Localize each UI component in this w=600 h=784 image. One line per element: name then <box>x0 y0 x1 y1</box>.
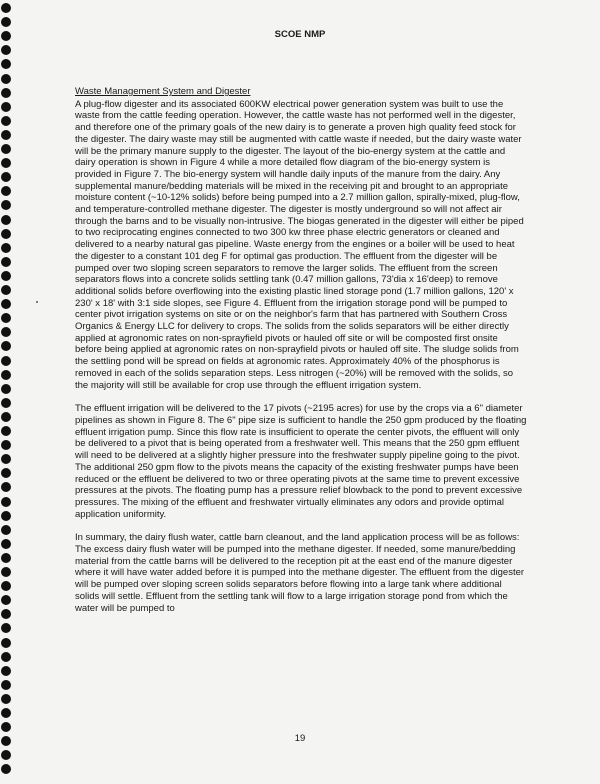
binder-hole <box>1 299 11 309</box>
binder-hole <box>1 243 11 253</box>
page-number: 19 <box>294 733 306 744</box>
section-body <box>75 86 527 626</box>
binder-hole <box>1 17 11 27</box>
binder-hole <box>1 285 11 295</box>
binder-hole <box>1 525 11 535</box>
binder-hole <box>1 750 11 760</box>
binder-hole <box>1 102 11 112</box>
binder-hole <box>1 497 11 507</box>
binder-hole <box>1 440 11 450</box>
binder-hole <box>1 257 11 267</box>
binder-hole <box>1 666 11 676</box>
binder-hole <box>1 116 11 126</box>
binder-hole <box>1 370 11 380</box>
binder-hole <box>1 186 11 196</box>
binder-hole <box>1 271 11 281</box>
binder-hole <box>1 511 11 521</box>
scan-speck <box>36 301 38 303</box>
binder-hole <box>1 88 11 98</box>
binder-hole <box>1 623 11 633</box>
binder-hole <box>1 45 11 55</box>
binder-hole <box>1 764 11 774</box>
binder-hole <box>1 553 11 563</box>
binder-hole <box>1 454 11 464</box>
binder-hole <box>1 567 11 577</box>
page-header: SCOE NMP <box>274 29 326 40</box>
binder-hole <box>1 130 11 140</box>
binder-hole <box>1 426 11 436</box>
binder-hole <box>1 215 11 225</box>
binder-hole <box>1 327 11 337</box>
binder-hole <box>1 144 11 154</box>
binder-hole <box>1 59 11 69</box>
paragraph-2: The effluent irrigation will be delivered to the 17 pivots (~2195 acres) for use by the crops via a 6" diameter pipelines as shown in Figure 8. The 6" pipe size is sufficient to handle the 250 gpm produced by the floating effluent irrigation pump. Since this flow rate is insufficient to operate the center pivots, the effluent will only be delivered to a pivot that is being operated from a freshwater well. This means that the 250 gpm effluent will need to be delivered at a slightly higher pressure into the freshwater supply pipeline going to the pivot. The additional 250 gpm flow to the pivots means the capacity of the existing freshwater pumps have been reduced or the effluent be delivered to two or three operating pivots at the same time to prevent excessive pressures at the pivots. The floating pump has a pressure relief blowback to the pond to prevent excessive pressures. The mixing of the effluent and freshwater virtually eliminates any odors and provide optimal application uniformity. <box>75 403 527 520</box>
binder-hole <box>1 412 11 422</box>
binder-hole <box>1 595 11 605</box>
binder-hole <box>1 680 11 690</box>
section-heading: Waste Management System and Digester <box>75 86 251 97</box>
binder-hole <box>1 3 11 13</box>
binder-hole <box>1 313 11 323</box>
binder-hole <box>1 722 11 732</box>
binder-hole <box>1 172 11 182</box>
binder-hole <box>1 482 11 492</box>
binder-hole <box>1 581 11 591</box>
binder-hole <box>1 384 11 394</box>
binder-hole <box>1 539 11 549</box>
binder-hole <box>1 74 11 84</box>
binder-hole <box>1 356 11 366</box>
binder-hole <box>1 652 11 662</box>
paragraph-3: In summary, the dairy flush water, cattle barn cleanout, and the land application process will be as follows: The excess dairy flush water will be pumped into the methane digester. If needed, some manure/bedding material from the cattle barns will be delivered to the reception pit at the east end of the manure digester where it will have water added before it is pumped into the methane digester. The effluent from the digester will be pumped over sloping screen solids separators before flowing into a large tank where additional solids will settle. Effluent from the settling tank will flow to a large irrigation storage pond from which the water will be pumped to <box>75 532 525 614</box>
binder-hole <box>1 609 11 619</box>
binder-hole <box>1 694 11 704</box>
binder-holes <box>0 0 14 784</box>
binder-hole <box>1 468 11 478</box>
binder-hole <box>1 708 11 718</box>
binder-hole <box>1 229 11 239</box>
paragraph-1: A plug-flow digester and its associated 600KW electrical power generation system was built to use the waste from the cattle feeding operation. However, the cattle waste has not performed well in the digester, and therefore one of the primary goals of the new dairy is to generate a proven high quality feed stock for the digester. The dairy waste may still be augmented with cattle waste if needed, but the dairy waste water will be the primary manure supply to the digester. The layout of the bio-energy system at the cattle and dairy operation is shown in Figure 4 while a more detailed flow diagram of the bio-energy system is provided in Figure 7. The bio-energy system will handle daily inputs of the manure from the dairy. Any supplemental manure/bedding materials will be mixed in the receiving pit and brought to an appropriate moisture content (~10-12% solids) before being pumped into a 2.7 million gallon, spirally-mixed, plug-flow, and temperature-controlled methane digester. The digester is mostly underground so will not affect air through the barns and to be visually non-intrusive. The biogas generated in the digester will either be piped to two reciprocating engines connected to two 300 kw three phase electric generators or cleaned and delivered to a nearby natural gas pipeline. Waste energy from the engines or a boiler will be used to heat the digester to a constant 101 deg F for optimal gas production. The effluent from the digester will be pumped over two sloping screen separators to remove the larger solids. The effluent from the screen separators flows into a concrete solids settling tank (0.47 million gallons, 73'dia x 16'deep) to remove additional solids before overflowing into the existing plastic lined storage pond (1.7 million gallons, 120' x 230' x 18' with 3:1 side slopes, see Figure 4. Effluent from the irrigation storage pond will be pumped to center pivot irrigation systems on site or on the neighbor's farm that has partnered with Southern Cross Organics & Energy LLC for delivery to crops. The solids from the solids separators will be either directly applied at agronomic rates on non-sprayfield pivots or hauled off site or will be composted first onsite before being applied at agronomic rates on non-sprayfield pivots or hauled off site. The sludge solids from the settling pond will be spread on fields at agronomic rates. Approximately 40% of the phosphorus is removed in each of the solids separation steps. Less nitrogen (~20%) will be removed with the solids, so the majority will still be available for crop use through the effluent irrigation system. <box>75 98 524 391</box>
binder-hole <box>1 341 11 351</box>
binder-hole <box>1 200 11 210</box>
binder-hole <box>1 398 11 408</box>
binder-hole <box>1 158 11 168</box>
binder-hole <box>1 638 11 648</box>
